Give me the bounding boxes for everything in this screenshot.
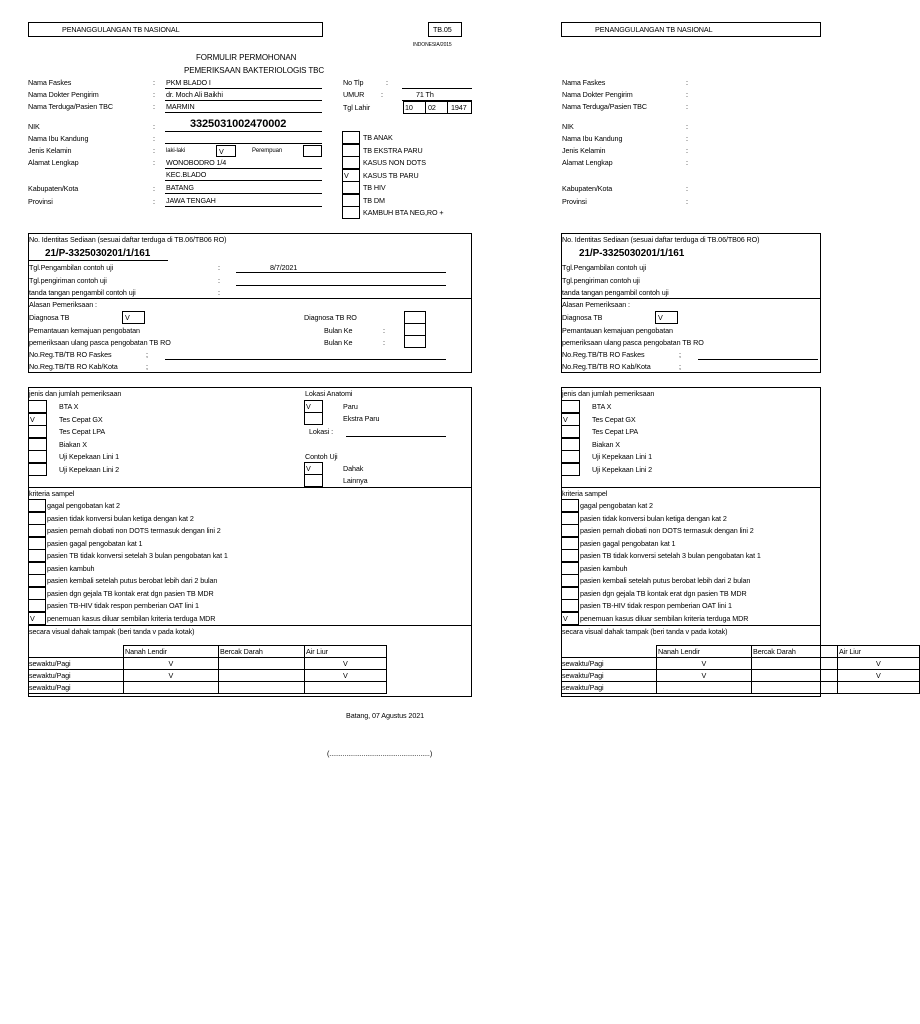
table-cell-mark: V [168,671,174,680]
tb-type-checkbox[interactable] [342,131,360,144]
program-title: PENANGGULANGAN TB NASIONAL [62,25,180,34]
table-header: Air Liur [306,647,328,656]
exam-label: Tes Cepat LPA [59,427,106,436]
colon: : [686,158,688,167]
criteria-label: pasien kembali setelah putus berobat lebih dari 2 bulan [580,576,751,585]
colon: : [153,184,155,193]
criteria-label: pasien dgn gejala TB kontak erat dgn pasien TB MDR [47,588,214,598]
exam-checkbox[interactable] [561,438,580,451]
ibu-label: Nama Ibu Kandung [28,134,89,143]
colon: : [153,102,155,111]
criteria-label: penemuan kasus diluar sembilan kriteria terduga MDR [580,613,749,623]
alamat-label: Alamat Lengkap [28,158,79,167]
criteria-label: pasien gagal pengobatan kat 1 [580,538,676,548]
criteria-checkbox[interactable] [28,499,46,512]
colon: : [386,78,388,87]
reg-kab-label: No.Reg.TB/TB RO Kab/Kota [562,362,651,371]
pasien-label: Nama Terduga/Pasien TBC [562,102,647,111]
table-cell[interactable] [837,681,920,694]
ekstra-checkbox[interactable] [304,412,323,425]
table-row-label: sewaktu/Pagi [562,683,604,692]
colon: : [381,90,383,99]
diag-tb-label: Diagnosa TB [562,313,603,322]
semicolon: ; [146,362,148,371]
criteria-checkbox[interactable] [28,562,46,575]
tb-type-label: TB EKSTRA PARU [363,145,423,155]
bulan-field-2[interactable] [404,335,426,348]
alamat-label: Alamat Lengkap [562,158,613,167]
colon: : [218,263,220,272]
exam-label: Tes Cepat LPA [592,427,639,436]
diag-tb-label: Diagnosa TB [29,313,70,322]
dokter-label: Nama Dokter Pengirim [562,90,633,99]
semicolon: ; [146,350,148,359]
place-date: Batang, 07 Agustus 2021 [346,711,425,720]
table-cell[interactable] [304,681,387,694]
table-cell[interactable] [218,681,305,694]
pasien-label: Nama Terduga/Pasien TBC [28,102,113,111]
exam-checkbox[interactable] [561,425,580,438]
exam-label: Biakan X [592,439,620,449]
tb-type-label: KAMBUH BTA NEG,RO + [363,208,444,217]
signature-line: (.....................................................) [327,749,433,758]
colon: : [153,90,155,99]
colon: : [686,146,688,155]
reg-kab-label: No.Reg.TB/TB RO Kab/Kota [29,362,118,371]
criteria-checkbox[interactable] [561,524,579,537]
dokter-value: dr. Moch Ali Baikhi [166,90,223,99]
exam-checkbox[interactable] [561,450,580,463]
tgl-year: 1947 [451,103,467,112]
table-header: Bercak Darah [753,647,796,656]
exam-label: Uji Kepekaan Lini 1 [59,452,120,461]
ambil-value: 8/7/2021 [270,263,298,272]
ambil-label: Tgl.Pengambilan contoh uji [29,263,114,272]
pantau-label-2: pemeriksaan ulang pasca pengobatan TB RO [29,338,171,347]
paru-label: Paru [343,402,358,411]
bulan-label: Bulan Ke [324,338,353,347]
lainnya-label: Lainnya [343,476,368,485]
exam-checkbox[interactable] [28,463,47,476]
table-header: Bercak Darah [220,647,263,656]
table-cell-mark: V [701,671,707,680]
lokasi-label: Lokasi : [309,427,333,436]
pantau-label-2: pemeriksaan ulang pasca pengobatan TB RO [562,338,704,347]
pantau-label-1: Pemantauan kemajuan pengobatan [29,326,140,335]
criteria-checkbox[interactable] [28,512,46,525]
table-row-label: sewaktu/Pagi [29,683,71,692]
criteria-mark: V [563,613,568,623]
colon: : [218,288,220,297]
specimen-id-label: No. Identitas Sediaan (sesuai daftar terduga di TB.06/TB06 RO) [562,235,760,244]
colon: : [153,158,155,167]
diag-ro-label: Diagnosa TB RO [304,313,357,322]
faskes-value: PKM BLADO I [166,78,211,87]
criteria-label: pasien kambuh [47,563,95,573]
jk-male-mark: V [219,147,224,156]
jk-label: Jenis Kelamin [562,146,606,155]
semicolon: ; [679,362,681,371]
dahak-label: Dahak [343,464,364,473]
colon: : [383,326,385,335]
colon: : [153,146,155,155]
pantau-label-1: Pemantauan kemajuan pengobatan [562,326,673,335]
table-header: Air Liur [839,647,861,656]
tb-type-checkbox[interactable] [342,206,360,219]
table-cell[interactable] [656,681,752,694]
colon: : [686,184,688,193]
exam-checkbox[interactable] [561,400,580,413]
kab-value: BATANG [166,183,194,192]
criteria-label: gagal pengobatan kat 2 [580,501,653,510]
table-cell[interactable] [751,681,838,694]
tlp-label: No Tlp [343,78,364,87]
table-header: Nanah Lendir [125,647,167,656]
visual-label: secara visual dahak tampak (beri tanda v pada kotak) [29,627,195,636]
criteria-label: pasien TB-HIV tidak respon pemberian OAT lini 1 [47,601,199,610]
criteria-label: pasien TB tidak konversi setelah 3 bulan pengobatan kat 1 [580,551,761,560]
specimen-id-label: No. Identitas Sediaan (sesuai daftar terduga di TB.06/TB06 RO) [29,235,227,244]
tgl-month: 02 [428,103,436,112]
criteria-title: kriteria sampel [562,489,608,498]
tb-type-mark: V [344,170,349,180]
paru-mark: V [306,402,311,411]
table-cell-mark: V [168,659,174,668]
tb-type-label: KASUS NON DOTS [363,158,426,167]
criteria-checkbox[interactable] [28,537,46,550]
criteria-checkbox[interactable] [28,549,46,562]
criteria-label: pasien pernah diobati non DOTS termasuk dengan lini 2 [580,526,754,535]
visual-label: secara visual dahak tampak (beri tanda v pada kotak) [562,627,728,636]
dokter-label: Nama Dokter Pengirim [28,90,99,99]
table-row-label: sewaktu/Pagi [562,659,604,668]
table-cell-mark: V [876,659,881,668]
exam-checkbox[interactable] [28,425,47,438]
colon: : [153,197,155,206]
tb-type-label: KASUS TB PARU [363,170,419,180]
exam-checkbox[interactable] [28,438,47,451]
colon: : [153,134,155,143]
ttd-label: tanda tangan pengambil contoh uji [562,288,669,297]
criteria-checkbox[interactable] [561,587,579,600]
jk-male: laki-laki [166,148,186,154]
exam-checkbox[interactable] [28,450,47,463]
table-cell-mark: V [701,659,707,668]
criteria-checkbox[interactable] [561,499,579,512]
criteria-label: pasien dgn gejala TB kontak erat dgn pasien TB MDR [580,588,747,598]
criteria-label: pasien pernah diobati non DOTS termasuk dengan lini 2 [47,526,221,535]
reason-title: Alasan Pemeriksaan : [562,300,630,309]
exam-mark: V [30,414,35,424]
table-row-label: sewaktu/Pagi [29,659,71,668]
semicolon: ; [679,350,681,359]
kab-label: Kabupaten/Kota [562,184,613,193]
duplicate-form [561,0,881,1024]
criteria-checkbox[interactable] [561,537,579,550]
table-row-label: sewaktu/Pagi [562,671,604,680]
exam-label: BTA X [59,402,79,411]
colon: : [686,90,688,99]
prov-label: Provinsi [28,197,53,206]
reason-title: Alasan Pemeriksaan : [29,300,97,309]
colon: : [153,122,155,131]
ibu-label: Nama Ibu Kandung [562,134,623,143]
criteria-checkbox[interactable] [28,599,46,612]
criteria-checkbox[interactable] [28,524,46,537]
colon: : [686,134,688,143]
criteria-label: penemuan kasus diluar sembilan kriteria terduga MDR [47,613,216,623]
lainnya-checkbox[interactable] [304,474,323,487]
exam-label: Uji Kepekaan Lini 2 [592,464,653,474]
colon: : [686,102,688,111]
criteria-label: pasien gagal pengobatan kat 1 [47,538,143,548]
diag-tb-mark: V [125,313,130,322]
form-edition: INDONESIA/2015 [413,42,452,48]
criteria-label: pasien tidak konversi bulan ketiga dengan kat 2 [580,513,727,523]
colon: : [686,122,688,131]
exam-label: Biakan X [59,439,87,449]
exam-label: BTA X [592,402,612,411]
colon: : [686,78,688,87]
tb-type-checkbox[interactable] [342,156,360,169]
specimen-id-value: 21/P-3325030201/1/161 [579,248,685,259]
table-cell-mark: V [343,671,348,680]
form-title-2: PEMERIKSAAN BAKTERIOLOGIS TBC [184,66,325,75]
tb-type-checkbox[interactable] [342,194,360,207]
criteria-checkbox[interactable] [561,574,579,587]
dahak-mark: V [306,464,311,473]
colon: : [686,197,688,206]
ekstra-label: Ekstra Paru [343,414,380,423]
form-title-1: FORMULIR PERMOHONAN [196,53,297,62]
alamat-value-2: KEC.BLADO [166,170,207,179]
exam-title: jenis dan jumlah pemeriksaan [29,389,122,398]
criteria-checkbox[interactable] [28,574,46,587]
table-row-label: sewaktu/Pagi [29,671,71,680]
tb-type-label: TB ANAK [363,133,393,142]
tb-type-label: TB DM [363,195,385,205]
criteria-checkbox[interactable] [561,562,579,575]
tgl-day: 10 [405,103,413,112]
exam-label: Tes Cepat GX [59,414,103,424]
jk-label: Jenis Kelamin [28,146,72,155]
criteria-label: pasien TB-HIV tidak respon pemberian OAT lini 1 [580,601,732,610]
bulan-label: Bulan Ke [324,326,353,335]
kirim-label: Tgl.pengiriman contoh uji [29,276,107,285]
umur-label: UMUR [343,90,365,99]
table-cell-mark: V [876,671,881,680]
colon: : [383,338,385,347]
lokasi-title: Lokasi Anatomi [305,389,353,398]
prov-label: Provinsi [562,197,587,206]
nik-label: NIK [562,122,574,131]
exam-checkbox[interactable] [28,400,47,413]
alamat-value-1: WONOBODRO 1/4 [166,158,227,167]
faskes-label: Nama Faskes [28,78,72,87]
criteria-checkbox[interactable] [561,512,579,525]
tb-type-checkbox[interactable] [342,144,360,157]
exam-checkbox[interactable] [561,463,580,476]
table-cell[interactable] [123,681,219,694]
ttd-label: tanda tangan pengambil contoh uji [29,288,136,297]
exam-label: Uji Kepekaan Lini 2 [59,464,120,474]
criteria-label: pasien kembali setelah putus berobat lebih dari 2 bulan [47,576,218,585]
prov-value: JAWA TENGAH [166,196,216,205]
reg-faskes-label: No.Reg.TB/TB RO Faskes [562,350,645,359]
exam-label: Tes Cepat GX [592,414,636,424]
colon: : [218,276,220,285]
nik-label: NIK [28,122,40,131]
ambil-label: Tgl.Pengambilan contoh uji [562,263,647,272]
criteria-label: pasien kambuh [580,563,628,573]
kirim-label: Tgl.pengiriman contoh uji [562,276,640,285]
tgllahir-label: Tgl Lahir [343,103,371,112]
table-header: Nanah Lendir [658,647,700,656]
program-title: PENANGGULANGAN TB NASIONAL [595,25,713,34]
criteria-checkbox[interactable] [28,587,46,600]
faskes-label: Nama Faskes [562,78,606,87]
umur-value: 71 Th [416,90,434,99]
table-cell-mark: V [343,659,348,668]
criteria-mark: V [30,613,35,623]
jk-female: Perempuan [252,148,283,154]
criteria-label: pasien tidak konversi bulan ketiga dengan kat 2 [47,513,194,523]
pasien-value: MARMIN [166,102,195,111]
criteria-title: kriteria sampel [29,489,75,498]
criteria-label: pasien TB tidak konversi setelah 3 bulan pengobatan kat 1 [47,551,228,560]
criteria-checkbox[interactable] [561,549,579,562]
colon: : [153,78,155,87]
tb-type-checkbox[interactable] [342,181,360,194]
reg-faskes-label: No.Reg.TB/TB RO Faskes [29,350,112,359]
tb-type-label: TB HIV [363,183,386,192]
jk-female-checkbox[interactable] [303,145,322,157]
contoh-title: Contoh Uji [305,452,338,461]
nik-value: 3325031002470002 [190,118,287,130]
exam-title: jenis dan jumlah pemeriksaan [562,389,655,398]
form-code: TB.05 [433,25,452,34]
kab-label: Kabupaten/Kota [28,184,79,193]
exam-mark: V [563,414,568,424]
exam-label: Uji Kepekaan Lini 1 [592,452,653,461]
criteria-checkbox[interactable] [561,599,579,612]
criteria-label: gagal pengobatan kat 2 [47,501,120,510]
diag-tb-mark: V [658,313,663,322]
specimen-id-value: 21/P-3325030201/1/161 [45,248,151,259]
